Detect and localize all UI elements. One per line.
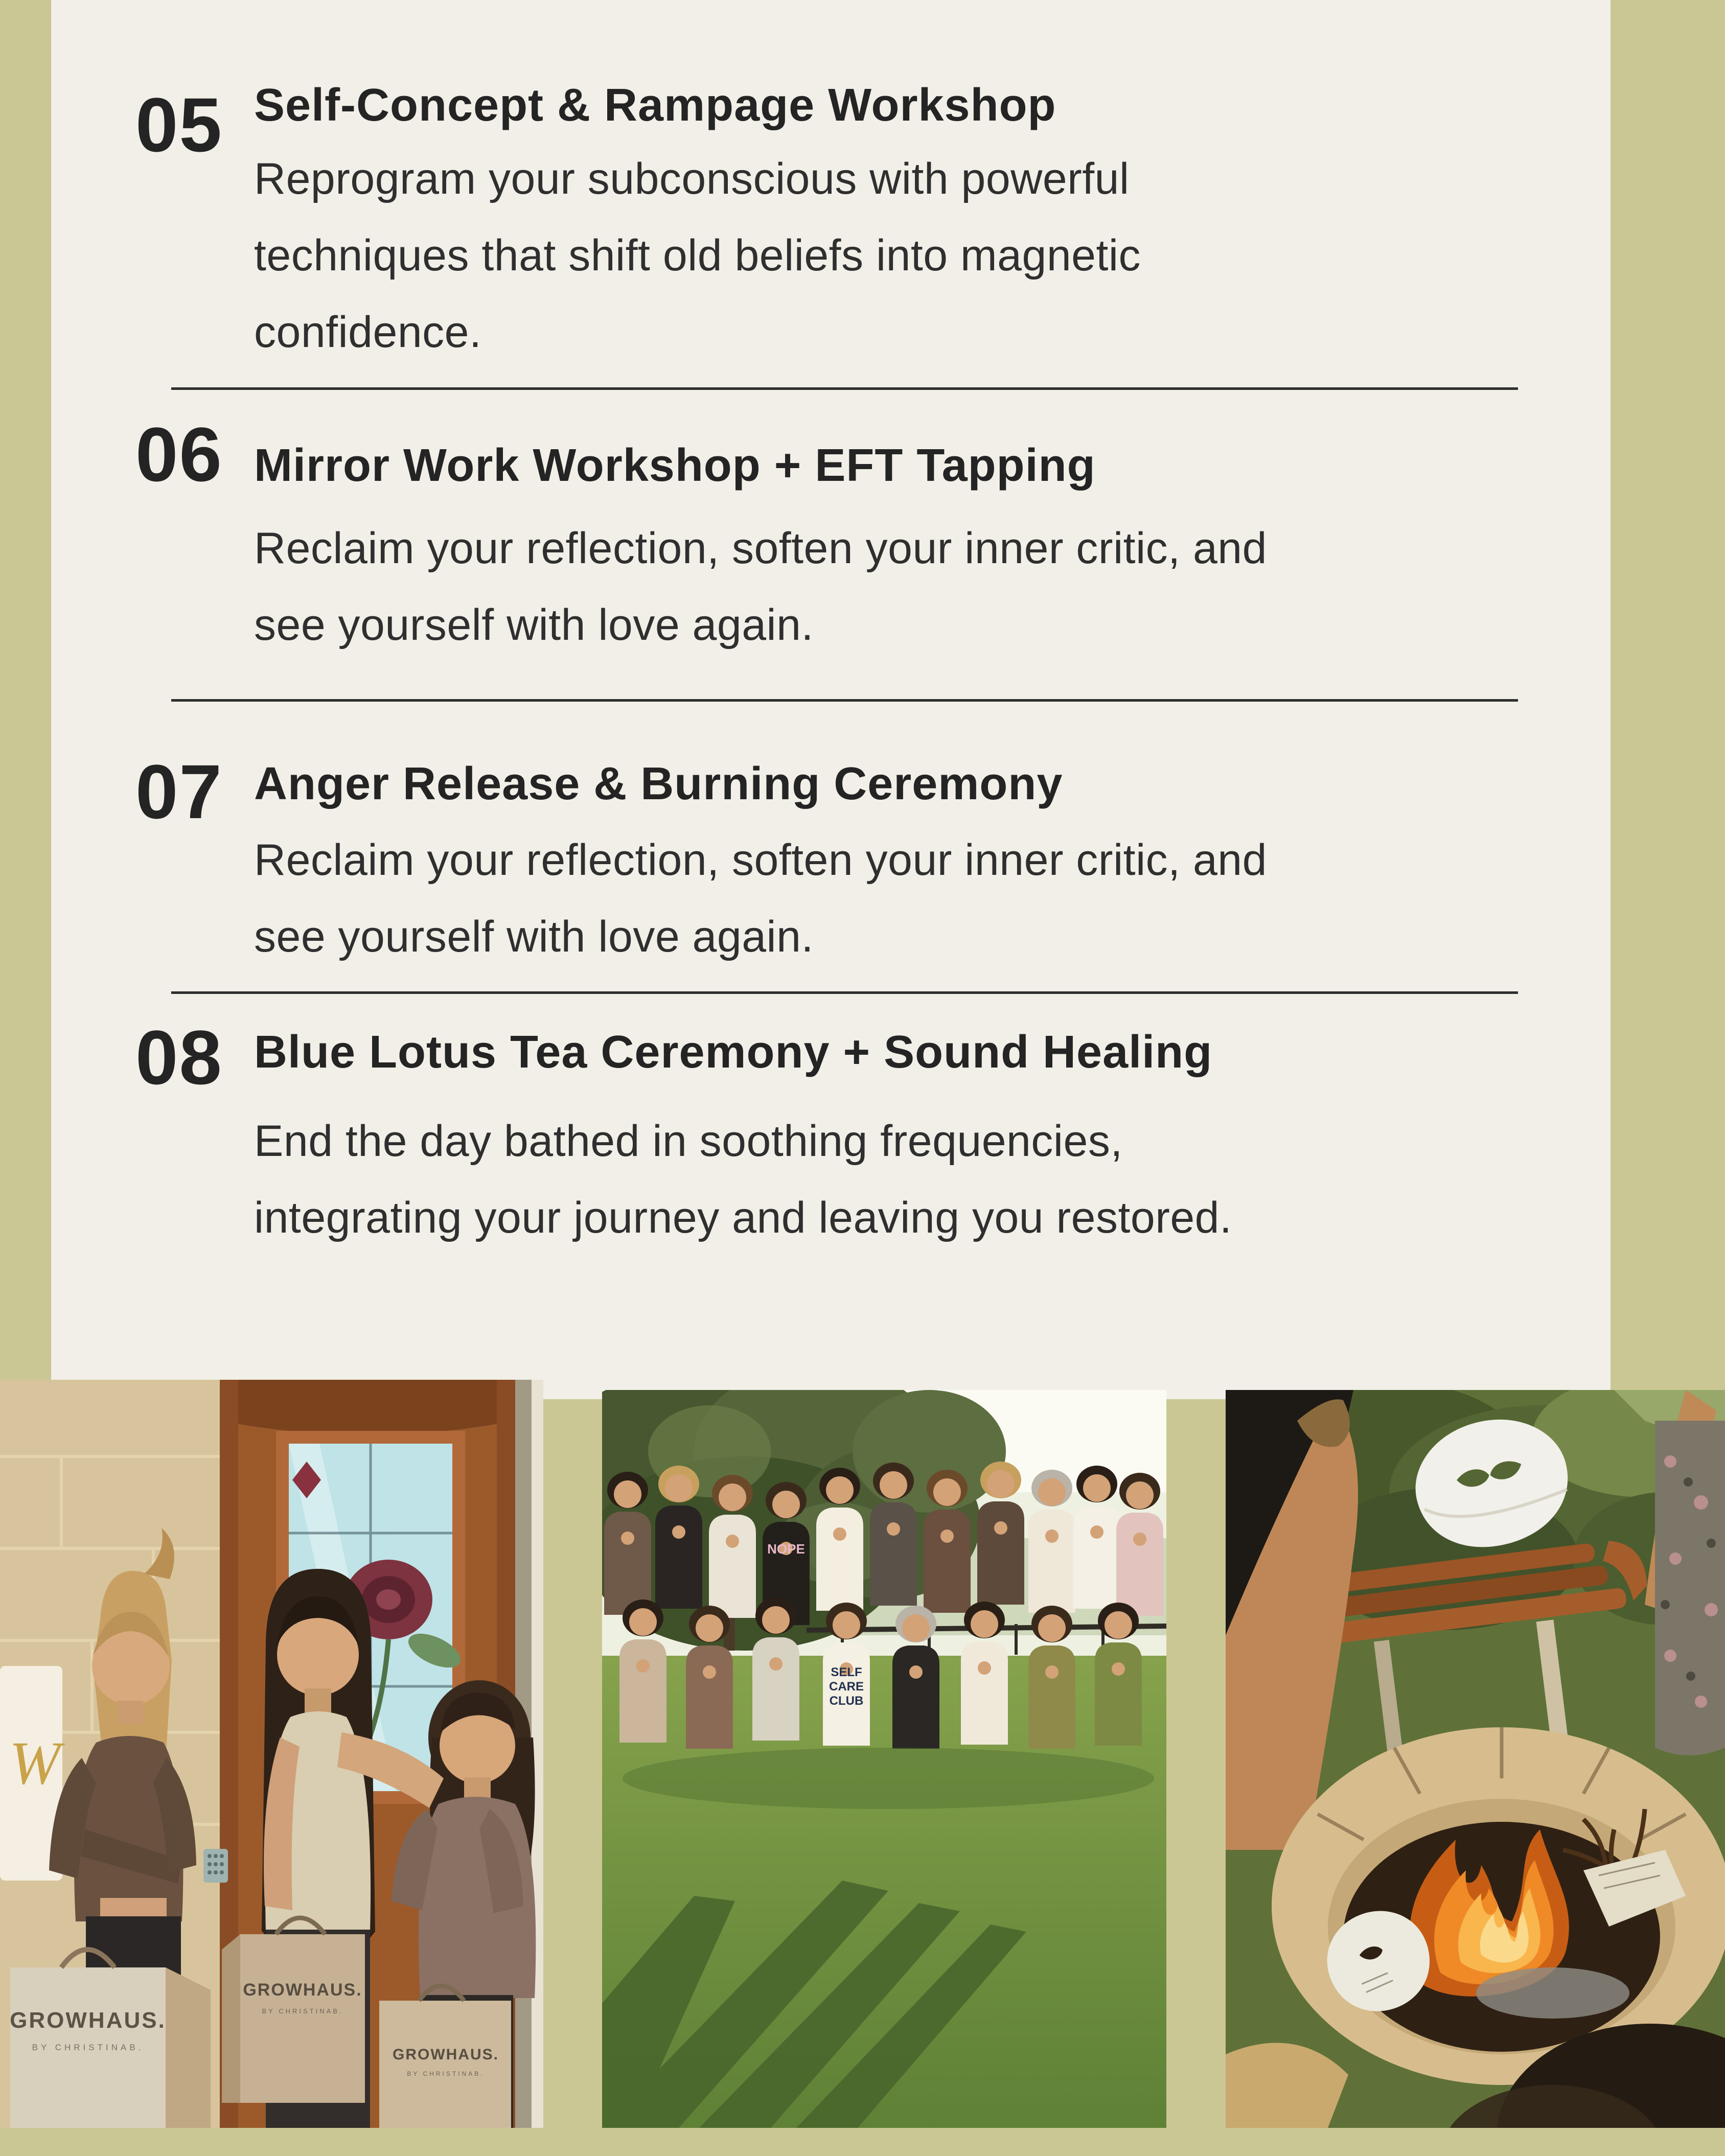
item-number-05: 05 <box>135 82 223 168</box>
item-title-06: Mirror Work Workshop + EFT Tapping <box>254 440 1096 491</box>
club-shirt-text-2: CARE <box>829 1680 864 1694</box>
item-title-05: Self-Concept & Rampage Workshop <box>254 80 1056 131</box>
nope-shirt-text: NOPE <box>767 1541 805 1557</box>
ashes <box>1476 1967 1629 2019</box>
item-number-06: 06 <box>135 411 223 497</box>
photo-group-lawn <box>602 1390 1166 2128</box>
photo-burning-ceremony-art <box>1226 1390 1725 2128</box>
item-description-06: Reclaim your reflection, soften your inner critic, and see yourself with love again. <box>254 524 1267 650</box>
item-title-08: Blue Lotus Tea Ceremony + Sound Healing <box>254 1027 1213 1078</box>
item-number-07: 07 <box>135 749 223 834</box>
photo-women-gift-bags <box>0 1380 543 2128</box>
club-shirt-text-3: CLUB <box>829 1694 864 1708</box>
svg-text:BY CHRISTINAB.: BY CHRISTINAB. <box>262 2007 343 2015</box>
item-divider <box>171 991 1518 994</box>
kraft-bag-right <box>379 1986 511 2128</box>
bag-sub-text: BY CHRISTINAB. <box>32 2043 144 2052</box>
kraft-bag-left <box>10 1950 211 2128</box>
item-description-08: End the day bathed in soothing frequencies, integrating your journey and leaving you restored. <box>254 1117 1232 1242</box>
item-title-07: Anger Release & Burning Ceremony <box>254 758 1063 809</box>
photo-group-lawn-art <box>602 1390 1166 2128</box>
photo-women-gift-bags-art <box>0 1380 543 2128</box>
item-description-05: Reprogram your subconscious with powerful techniques that shift old beliefs into magnetic confidence. <box>254 154 1141 357</box>
group-back-row <box>604 1462 1163 1625</box>
item-divider <box>171 387 1518 390</box>
bag-brand-text: GROWHAUS. <box>10 2008 166 2033</box>
svg-text:BY CHRISTINAB.: BY CHRISTINAB. <box>407 2070 485 2077</box>
club-shirt-text-1: SELF <box>831 1665 862 1679</box>
item-number-08: 08 <box>135 1014 223 1100</box>
kraft-bag-middle <box>222 1918 365 2103</box>
svg-text:GROWHAUS.: GROWHAUS. <box>243 1980 362 2000</box>
item-description-07: Reclaim your reflection, soften your inner critic, and see yourself with love again. <box>254 836 1267 961</box>
agenda-card <box>51 0 1611 1399</box>
door-keypad <box>203 1849 228 1883</box>
floral-pants <box>1655 1421 1725 1755</box>
standing-person-right <box>1645 1390 1725 1755</box>
item-divider <box>171 699 1518 702</box>
midriff <box>100 1898 167 1918</box>
svg-text:GROWHAUS.: GROWHAUS. <box>393 2046 499 2063</box>
person-club-shirt <box>823 1603 870 1746</box>
photo-burning-ceremony <box>1226 1390 1725 2128</box>
sign-letter: W <box>9 1729 60 1797</box>
